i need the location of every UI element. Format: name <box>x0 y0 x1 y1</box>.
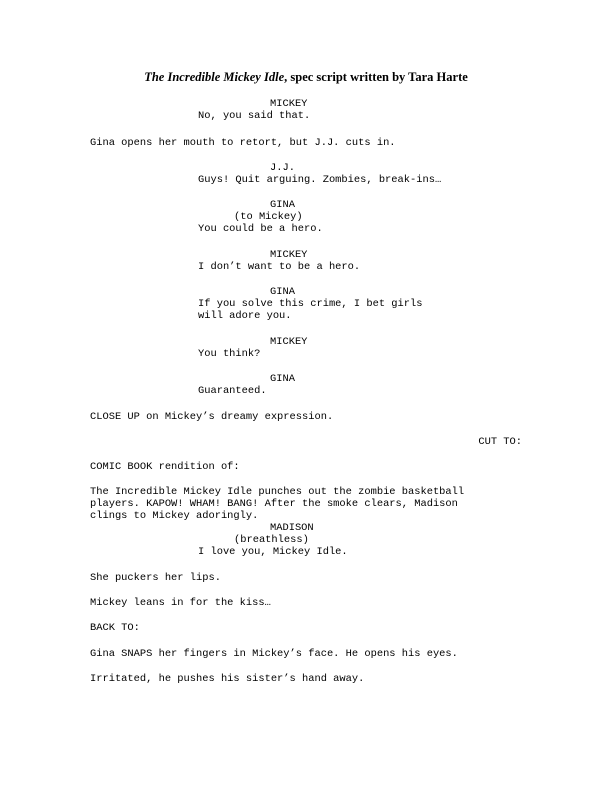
dialogue-line: will adore you. <box>198 310 292 322</box>
header-byline: , spec script written by Tara Harte <box>284 70 468 84</box>
action-line: Irritated, he pushes his sister’s hand away. <box>90 673 365 685</box>
character-jj: J.J. <box>270 162 295 174</box>
character-mickey: MICKEY <box>270 98 308 110</box>
show-title: The Incredible Mickey Idle <box>144 70 285 84</box>
parenthetical: (breathless) <box>234 534 309 546</box>
dialogue-line: If you solve this crime, I bet girls <box>198 298 423 310</box>
dialogue-line: I love you, Mickey Idle. <box>198 546 348 558</box>
action-line: CLOSE UP on Mickey’s dreamy expression. <box>90 411 334 423</box>
character-mickey: MICKEY <box>270 249 308 261</box>
dialogue-line: You could be a hero. <box>198 223 323 235</box>
action-line: She puckers her lips. <box>90 572 221 584</box>
transition-back-to: BACK TO: <box>90 622 140 634</box>
character-gina: GINA <box>270 199 295 211</box>
action-line: The Incredible Mickey Idle punches out the zombie basketball <box>90 486 465 498</box>
character-mickey: MICKEY <box>270 336 308 348</box>
character-gina: GINA <box>270 286 295 298</box>
dialogue-line: No, you said that. <box>198 110 311 122</box>
transition-cut-to: CUT TO: <box>478 436 522 448</box>
page-header <box>0 70 612 85</box>
action-line: COMIC BOOK rendition of: <box>90 461 240 473</box>
parenthetical: (to Mickey) <box>234 211 303 223</box>
dialogue-line: Guys! Quit arguing. Zombies, break-ins… <box>198 174 442 186</box>
action-line: Gina SNAPS her fingers in Mickey’s face. He opens his eyes. <box>90 648 458 660</box>
action-line: Gina opens her mouth to retort, but J.J. cuts in. <box>90 137 396 149</box>
character-gina: GINA <box>270 373 295 385</box>
dialogue-line: I don’t want to be a hero. <box>198 261 361 273</box>
dialogue-line: You think? <box>198 348 261 360</box>
dialogue-line: Guaranteed. <box>198 385 267 397</box>
action-line: clings to Mickey adoringly. <box>90 510 259 522</box>
action-line: players. KAPOW! WHAM! BANG! After the smoke clears, Madison <box>90 498 458 510</box>
character-madison: MADISON <box>270 522 314 534</box>
action-line: Mickey leans in for the kiss… <box>90 597 271 609</box>
